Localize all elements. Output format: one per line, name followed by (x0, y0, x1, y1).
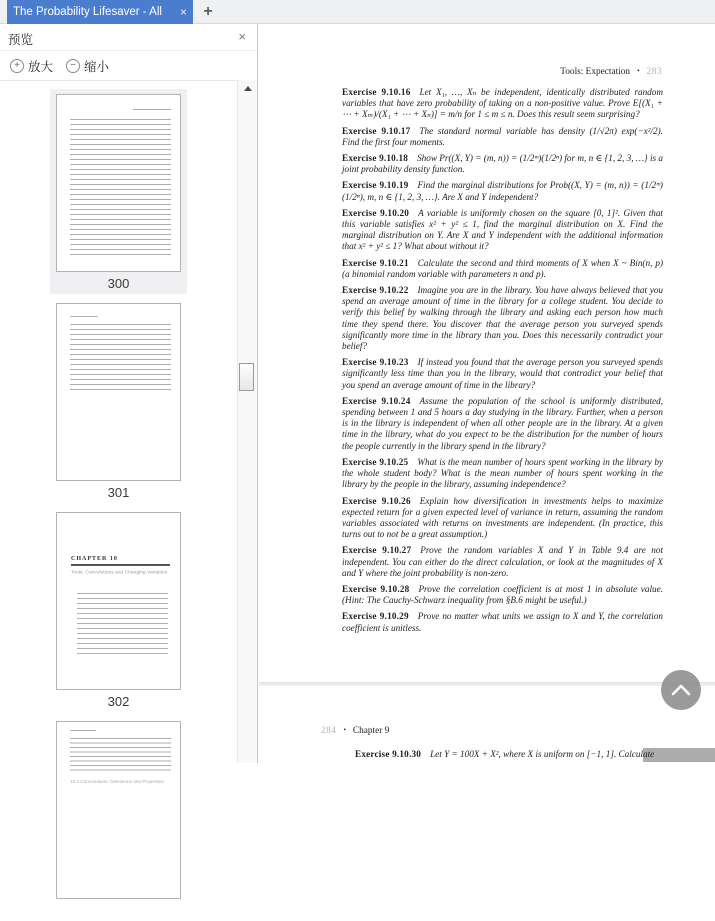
exercise-label: Exercise 9.10.26 (342, 495, 411, 506)
exercise-label: Exercise 9.10.20 (342, 207, 410, 218)
exercise-text: Calculate the second and third moments of X when X ~ Bin(n, p) (a binomial random variable with parameters n and p). (342, 257, 664, 279)
exercise-text: Imagine you are in the library. You have always believed that you spend an average amount of time in the library for a college student. You decide to verify this belief by walking through the library and asking each person how much time they spend there. You discover that the average person you surveyed spends significantly more time in the library than you. Does this necessarily contradict your belief? (342, 285, 664, 352)
chevron-up-icon (671, 684, 691, 696)
tab-title: The Probability Lifesaver - All (13, 6, 162, 18)
page-284-running-header (321, 726, 389, 736)
exercise-text: A variable is uniformly chosen on the square [0, 1]². Given that this variable satisfies x² + y² ≤ 1, find the marginal distribution on X. Find the marginal distribution on Y. Are X and Y independent with the additional information that x² + y² ≤ 1? What about without it? (342, 207, 663, 252)
page-thumbnail[interactable] (50, 716, 187, 921)
exercises-list (342, 87, 663, 639)
exercise-label: Exercise 9.10.25 (342, 456, 409, 467)
exercise-text: Show Pr((X, Y) = (m, n)) = (1/2ᵐ)(1/2ⁿ) for m, n ∈ {1, 2, 3, …} is a joint probability density function. (342, 153, 663, 175)
zoom-out-button[interactable] (66, 57, 109, 75)
exercise-paragraph (342, 457, 663, 491)
exercise-paragraph (342, 496, 663, 541)
exercise-label: Exercise 9.10.18 (342, 153, 409, 164)
tab-probability-lifesaver[interactable] (7, 0, 193, 24)
exercise-text: Find the marginal distributions for Prob((X, Y) = (m, n)) = (1/2ᵐ)(1/2ⁿ), m, n ∈ {1, 2, 3, …}. Are X and Y independent? (342, 180, 663, 202)
exercise-paragraph (342, 285, 663, 352)
exercise-paragraph (342, 153, 663, 175)
page-number-label: 301 (107, 485, 130, 500)
exercise-label: Exercise 9.10.23 (342, 357, 409, 368)
exercise-label: Exercise 9.10.19 (342, 180, 409, 191)
exercise-paragraph (342, 208, 663, 253)
page-thumbnail[interactable] (50, 89, 187, 294)
exercise-label: Exercise 9.10.28 (342, 583, 410, 594)
zoom-controls (0, 51, 257, 81)
exercise-text: Let X₁, …, Xₙ be independent, identically distributed random variables that have zero probability of taking on a non-positive value. Prove E[(X₁ + ⋯ + Xₘ)/(X₁ + ⋯ + Xₙ)] = m/n for 1 ≤ m ≤ n. Does this result seem surprising? (342, 87, 663, 120)
thumbnail-list (0, 80, 237, 785)
page-number-label: 302 (107, 694, 130, 709)
exercise-label: Exercise 9.10.24 (342, 395, 411, 406)
exercise-paragraph (342, 396, 663, 452)
scrollbar-up-button[interactable] (238, 86, 257, 102)
scrollbar-thumb[interactable] (239, 363, 254, 391)
close-panel-icon[interactable]: × (238, 29, 246, 44)
exercise-paragraph (342, 87, 663, 121)
page-thumbnail[interactable] (50, 507, 187, 712)
panel-header (0, 23, 257, 51)
scroll-to-top-button[interactable] (661, 670, 701, 710)
exercise-paragraph (355, 749, 700, 760)
exercise-paragraph (342, 357, 663, 391)
exercise-label: Exercise 9.10.16 (342, 87, 411, 97)
thumbnail-section-heading: 10.1 Convolutions: Definitions and Properties (70, 780, 164, 785)
exercise-paragraph (342, 180, 663, 202)
exercise-text: Prove the correlation coefficient is at most 1 in absolute value. (Hint: The Cauchy-Schwarz inequality from §B.6 might be useful.) (342, 583, 663, 606)
panel-title: 预览 (8, 33, 34, 47)
header-bullet: • (637, 67, 640, 75)
document-view (259, 23, 715, 763)
exercise-text: Assume the population of the school is uniformly distributed, spending between 1 and 5 hours a day studying in the library. Further, when a person is in the library is independent of when all other people are in the library. At a given time in the library, what do you expect to be the distribution for the number of hours the people currently in the library spend in the library? (342, 395, 663, 451)
zoom-in-label: 放大 (28, 59, 54, 74)
zoom-in-button[interactable] (10, 57, 53, 75)
running-header-text: Chapter 9 (352, 726, 390, 736)
exercise-label: Exercise 9.10.17 (342, 125, 411, 136)
page-thumbnail[interactable] (50, 298, 187, 503)
page-283-number: 283 (646, 67, 662, 77)
tab-bar (0, 0, 715, 24)
exercise-text: If instead you found that the average person you surveyed spends significantly less time than you in the library, would that contradict your belief that you spend an average amount of time in the library? (342, 357, 663, 390)
zoom-out-icon: − (66, 59, 80, 73)
exercise-label: Exercise 9.10.21 (342, 257, 409, 268)
page-separator (259, 682, 715, 686)
exercise-paragraph (342, 126, 663, 148)
tab-close-icon[interactable]: × (179, 5, 187, 19)
exercise-label: Exercise 9.10.29 (342, 611, 409, 622)
exercise-label: Exercise 9.10.22 (342, 285, 409, 296)
exercise-paragraph (342, 545, 663, 579)
header-bullet: • (343, 726, 346, 734)
exercise-paragraph (342, 611, 663, 633)
new-tab-button[interactable]: + (203, 2, 213, 20)
exercise-paragraph (342, 584, 663, 606)
page-number-label (50, 903, 187, 918)
thumbnail-page-image[interactable] (56, 303, 181, 481)
scrollbar-up-icon (244, 86, 252, 91)
running-header-text: Tools: Expectation (560, 67, 631, 77)
exercise-label: Exercise 9.10.30 (355, 749, 422, 759)
preview-sidebar (0, 23, 258, 785)
page-284-number: 284 (321, 726, 337, 736)
exercise-text: The standard normal variable has density (1/√2π) exp(−x²/2). Find the first four moments. (342, 125, 663, 147)
exercise-text: Let Y = 100X + X², where X is uniform on [−1, 1]. Calculate (430, 749, 655, 759)
thumbnail-chapter-subtitle: Tools: Convolutions and Changing Variables (71, 570, 168, 575)
thumbnail-page-image[interactable] (56, 94, 181, 272)
exercise-label: Exercise 9.10.27 (342, 545, 412, 556)
sidebar-scrollbar[interactable] (237, 80, 257, 763)
exercise-paragraph (342, 258, 663, 280)
thumbnail-page-image[interactable] (56, 721, 181, 899)
exercise-text: Explain how diversification in investments helps to maximize expected return for a given expected level of variance in return, assuming the random variables associated with returns on investments are independent. (In practice, this turns out to not be a great assumption.) (342, 495, 663, 540)
page-283-running-header (560, 67, 662, 77)
thumbnail-chapter-heading: CHAPTER 10 (71, 556, 118, 562)
zoom-out-label: 缩小 (84, 59, 110, 74)
exercise-text: Prove the random variables X and Y in Table 9.4 are not independent. You can either do the direct calculation, or look at the magnitudes of X and Y where the joint probability is non-zero. (342, 545, 663, 578)
exercise-text: What is the mean number of hours spent working in the library by the whole student body? What is the mean number of hours spent working in the library by the people in the library, assuming independence? (342, 456, 663, 490)
exercise-text: Prove no matter what units we assign to X and Y, the correlation coefficient is unitless. (342, 611, 663, 633)
zoom-in-icon: + (10, 59, 24, 73)
page-number-label: 300 (107, 276, 130, 291)
thumbnail-page-image[interactable] (56, 512, 181, 690)
